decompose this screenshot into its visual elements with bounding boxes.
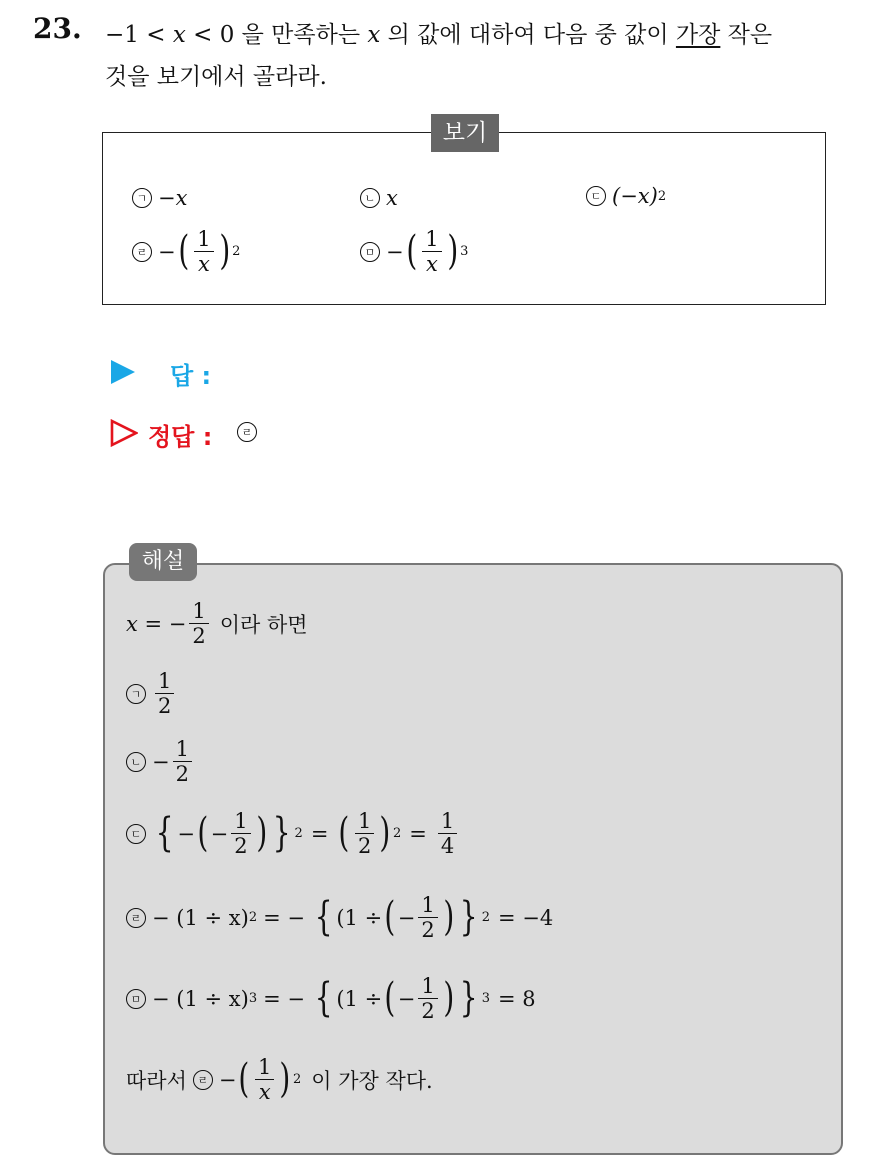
correct-answer-icon: [110, 419, 138, 447]
solution-line-1: ㄱ $\frac{1}{2}$: [126, 670, 177, 717]
answer-play-icon: [111, 360, 135, 384]
answer-label: 답 :: [170, 362, 212, 390]
bogi-item-3: ㄷ (−x) 2: [586, 184, 666, 208]
solution-line-5: ㅁ − (1 ÷ x) 3 = − { (1 ÷ ( − $\frac{1}{2}$ ) } 3 = 8: [126, 975, 536, 1022]
question-line-2: 것을 보기에서 골라라.: [105, 64, 327, 90]
solution-title: 해설: [129, 543, 197, 581]
bogi-title: 보기: [431, 114, 499, 152]
bogi-item-4: ㄹ − ( $\frac{1}{x}$ ) 2: [132, 228, 240, 275]
solution-line-2: ㄴ − $\frac{1}{2}$: [126, 738, 195, 785]
solution-intro: x = − $\frac{1}{2}$ 이라 하면: [126, 599, 308, 649]
solution-line-4: ㄹ − (1 ÷ x) 2 = − { (1 ÷ ( − $\frac{1}{2}$ ) } 2 = −4: [126, 894, 553, 941]
correct-answer-value: ㄹ: [237, 421, 263, 442]
underlined-word: 가장: [675, 22, 721, 48]
question-line-1: −1 < x < 0 을 만족하는 x 의 값에 대하여 다음 중 값이 가장 작은: [105, 22, 773, 48]
solution-line-3: ㄷ { − ( − $\frac{1}{2}$ ) } 2 = ( $\frac{1}{2}$ ) 2 = $\frac{1}{4}$: [126, 810, 460, 857]
bogi-box: [102, 132, 826, 305]
solution-conclusion: 따라서 ㄹ − ( $\frac{1}{x}$ ) 2 이 가장 작다.: [126, 1055, 433, 1105]
question-number: 23.: [33, 12, 82, 45]
bogi-item-5: ㅁ − ( $\frac{1}{x}$ ) 3: [360, 228, 468, 275]
bogi-item-2: ㄴ x: [360, 186, 398, 210]
bogi-item-1: ㄱ −x: [132, 186, 187, 210]
correct-answer-label: 정답 :: [148, 423, 213, 451]
